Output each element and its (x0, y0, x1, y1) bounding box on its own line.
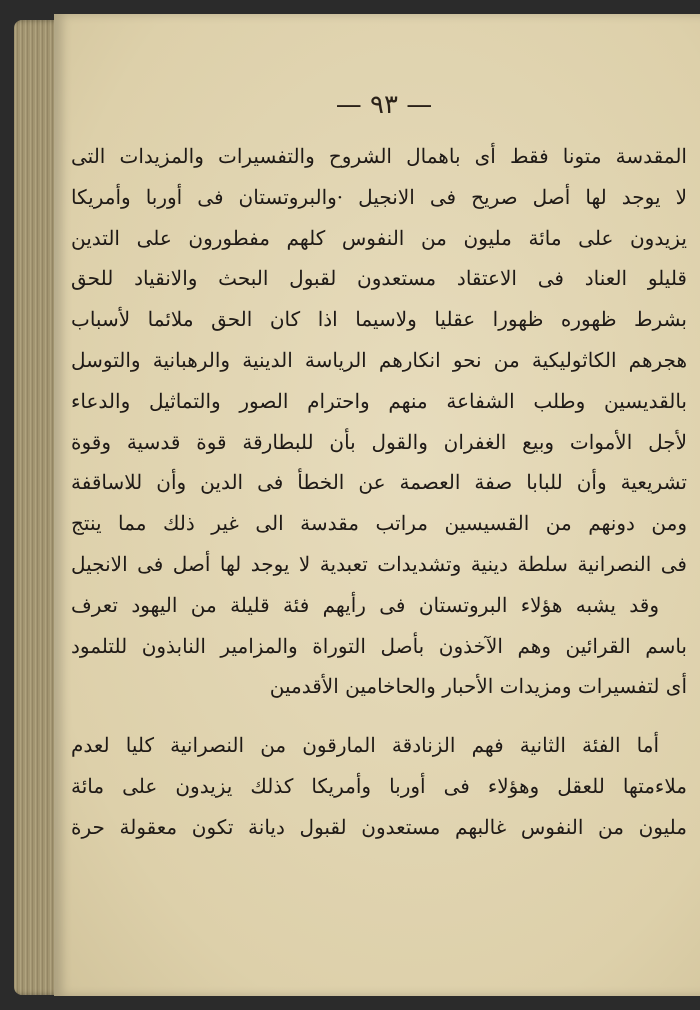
text-line: باسم القرائين وهم الآخذون بأصل التوراة والمزامير النابذون للتلمود (71, 633, 687, 658)
text-line: يزيدون على مائة مليون من النفوس كلهم مفطورون على التدين (71, 225, 687, 250)
book-page (54, 14, 700, 996)
page-text (71, 142, 687, 854)
text-line: لا يوجد لها أصل صريح فى الانجيل ·والبروتستان فى أوربا وأمريكا (71, 184, 687, 209)
text-line: أما الفئة الثانية فهم الزنادقة المارقون من النصرانية كليا لعدم (71, 733, 659, 758)
text-line: قليلو العناد فى الاعتقاد مستعدون لقبول البحث والانقياد للحق (71, 266, 687, 291)
text-line: وقد يشبه هؤلاء البروتستان فى رأيهم فئة قليلة من اليهود تعرف (71, 592, 659, 617)
text-line: لأجل الأموات وبيع الغفران والقول بأن للبطارقة قوة قدسية وقوة (71, 429, 687, 454)
text-line: تشريعية وأن للبابا صفة العصمة عن الخطأ فى الدين وأن للاساقفة (71, 470, 687, 495)
text-line: أى لتفسيرات ومزيدات الأحبار والحاخامين الأقدمين (269, 674, 687, 699)
text-line: المقدسة متونا فقط أى باهمال الشروح والتفسيرات والمزيدات التى (71, 144, 687, 168)
paragraph-gap (71, 713, 687, 731)
text-line: ومن دونهم من القسيسين مراتب مقدسة الى غير ذلك مما ينتج (71, 511, 687, 536)
text-line: بشرط ظهوره ظهورا عقليا ولاسيما اذا كان الحق ملائما لأسباب (71, 307, 687, 332)
text-line: ملاءمتها للعقل وهؤلاء فى أوربا وأمريكا كذلك يزيدون على مائة (71, 773, 687, 798)
text-line: فى النصرانية سلطة دينية وتشديدات تعبدية لا يوجد لها أصل فى الانجيل (71, 551, 687, 576)
text-line: هجرهم الكاثوليكية من نحو انكارهم الرياسة الدينية والرهبانية والتوسل (71, 347, 687, 372)
text-line: بالقديسين وطلب الشفاعة منهم واحترام الصور والتماثيل والدعاء (71, 388, 687, 413)
page-number: — ٩٣ — (335, 90, 433, 120)
text-line: مليون من النفوس غالبهم مستعدون لقبول ديانة تكون معقولة حرة (71, 814, 687, 839)
book (14, 14, 700, 999)
